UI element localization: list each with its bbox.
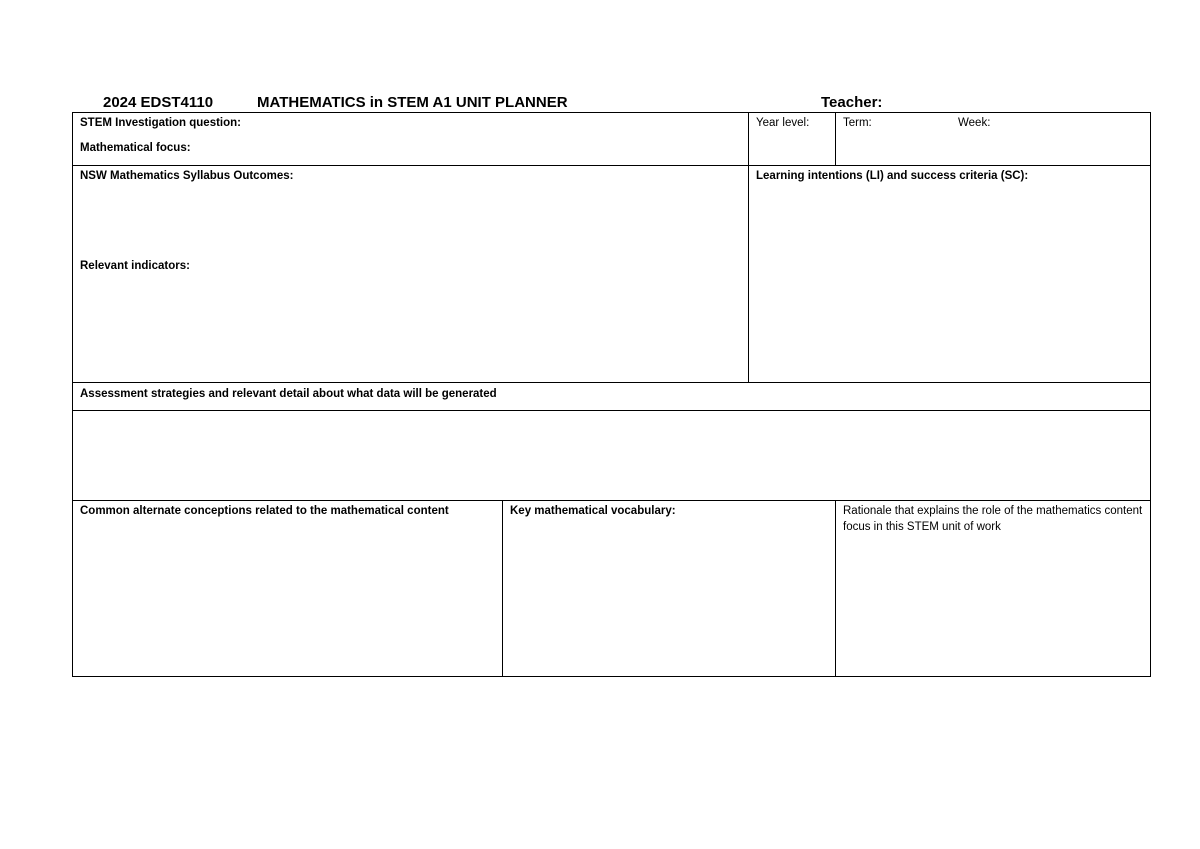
outcomes-label: NSW Mathematics Syllabus Outcomes: <box>80 170 294 182</box>
planner-title: MATHEMATICS in STEM A1 UNIT PLANNER <box>257 94 568 111</box>
teacher-label: Teacher: <box>821 94 883 111</box>
term-label: Term: <box>843 117 872 129</box>
outcomes-cell[interactable] <box>72 165 749 383</box>
investigation-cell[interactable] <box>72 112 749 166</box>
year-level-label: Year level: <box>756 117 810 129</box>
term-week-cell[interactable] <box>835 112 1151 166</box>
assessment-label: Assessment strategies and relevant detail about what data will be generated <box>80 388 497 400</box>
vocabulary-label: Key mathematical vocabulary: <box>510 505 676 517</box>
rationale-cell[interactable] <box>835 500 1151 677</box>
course-code: 2024 EDST4110 <box>103 94 214 111</box>
investigation-label: STEM Investigation question: <box>80 117 242 129</box>
vocabulary-cell[interactable] <box>502 500 836 677</box>
indicators-label: Relevant indicators: <box>80 260 190 272</box>
li-sc-label: Learning intentions (LI) and success criteria (SC): <box>756 170 1029 182</box>
week-label: Week: <box>958 117 991 129</box>
conceptions-label: Common alternate conceptions related to the mathematical content <box>80 505 449 517</box>
assessment-content-cell[interactable] <box>72 410 1151 501</box>
focus-label: Mathematical focus: <box>80 142 191 154</box>
rationale-text: Rationale that explains the role of the mathematics content focus in this STEM unit of work <box>843 505 1143 533</box>
assessment-header-cell <box>72 382 1151 411</box>
conceptions-cell[interactable] <box>72 500 503 677</box>
li-sc-cell[interactable] <box>748 165 1151 383</box>
year-level-cell[interactable] <box>748 112 836 166</box>
